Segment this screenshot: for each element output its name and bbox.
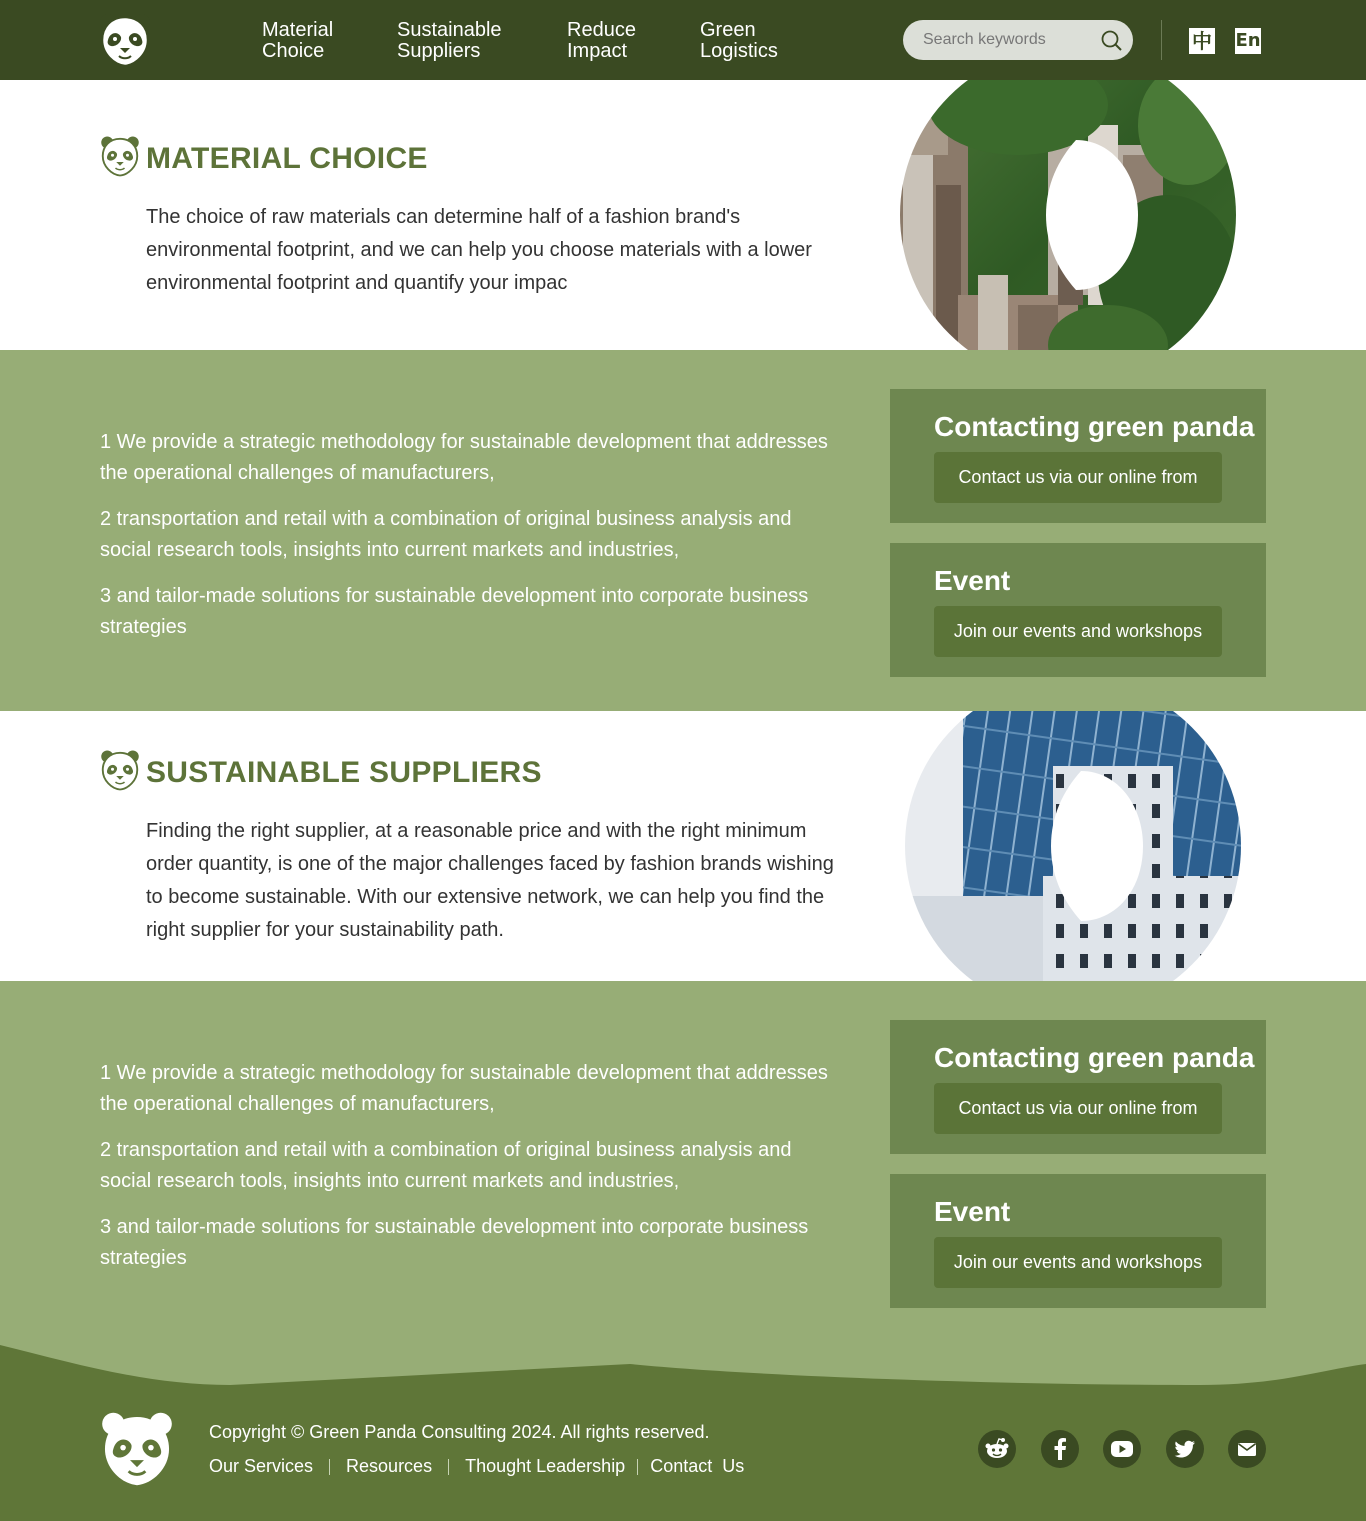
- list-item: 1 We provide a strategic methodology for sustainable development that addresses the operational challenges of manufacturers,: [100, 431, 828, 484]
- list-item: 3 and tailor-made solutions for sustainable development into corporate business strategies: [100, 1216, 809, 1269]
- section-title: MATERIAL CHOICE: [146, 142, 428, 175]
- search-icon[interactable]: [1100, 29, 1124, 53]
- panda-section-icon: [99, 135, 141, 177]
- nav-label-line2: Logistics: [700, 40, 778, 62]
- nav-label-line2: Suppliers: [397, 40, 481, 62]
- list-item: 2 transportation and retail with a combination of original business analysis and social research tools, insights into current markets and industries,: [100, 1139, 792, 1192]
- nav-material-choice[interactable]: [262, 20, 333, 62]
- contact-card-title: Contacting green panda: [934, 1042, 1255, 1073]
- join-events-button[interactable]: Join our events and workshops: [934, 606, 1222, 657]
- services-points-list: [100, 427, 830, 658]
- contact-card-title: Contacting green panda: [934, 411, 1255, 442]
- material-choice-section: [0, 80, 1366, 350]
- lang-en-label: En: [1235, 30, 1261, 51]
- footer-link-contact-us[interactable]: Contact Us: [650, 1456, 745, 1476]
- reddit-icon[interactable]: [978, 1430, 1016, 1468]
- event-card-title: Event: [934, 1196, 1011, 1227]
- services-band: [0, 981, 1366, 1361]
- footer-link-thought-leadership[interactable]: Thought Leadership: [465, 1456, 626, 1476]
- footer-links: [209, 1456, 744, 1477]
- city-forest-ring-image: [898, 80, 1238, 350]
- lang-zh-label: 中: [1192, 29, 1212, 53]
- twitter-icon[interactable]: [1166, 1430, 1204, 1468]
- event-card: [890, 1174, 1266, 1308]
- footer-link-divider: [329, 1459, 330, 1475]
- language-chinese-button[interactable]: [1189, 28, 1215, 54]
- services-points-list: [100, 1058, 830, 1289]
- facebook-icon[interactable]: [1041, 1430, 1079, 1468]
- footer-link-our-services[interactable]: Our Services: [209, 1456, 314, 1476]
- list-item: 1 We provide a strategic methodology for sustainable development that addresses the operational challenges of manufacturers,: [100, 1062, 828, 1115]
- join-events-button[interactable]: Join our events and workshops: [934, 1237, 1222, 1288]
- nav-label-line2: Choice: [262, 40, 325, 62]
- contact-card: [890, 389, 1266, 523]
- nav-label-line1: Material: [262, 19, 334, 41]
- green-panda-logo-icon[interactable]: [99, 12, 151, 68]
- section-title: SUSTAINABLE SUPPLIERS: [146, 756, 542, 789]
- contact-online-form-button[interactable]: Contact us via our online from: [934, 1083, 1222, 1134]
- list-item: 2 transportation and retail with a combination of original business analysis and social research tools, insights into current markets and industries,: [100, 508, 792, 561]
- services-band: [0, 350, 1366, 711]
- youtube-icon[interactable]: [1103, 1430, 1141, 1468]
- search-input[interactable]: [923, 20, 1093, 60]
- green-panda-footer-logo-icon[interactable]: [99, 1410, 175, 1488]
- nav-label-line1: Green: [700, 19, 756, 41]
- language-english-button[interactable]: [1235, 28, 1261, 54]
- contact-online-form-button[interactable]: Contact us via our online from: [934, 452, 1222, 503]
- nav-label-line1: Reduce: [567, 19, 636, 41]
- nav-sustainable-suppliers[interactable]: [397, 20, 502, 62]
- footer-link-divider: [637, 1459, 638, 1475]
- event-card-title: Event: [934, 565, 1011, 596]
- nav-label-line1: Sustainable: [397, 19, 502, 41]
- footer: [0, 1340, 1366, 1521]
- contact-card: [890, 1020, 1266, 1154]
- building-glass-ring-image: [903, 711, 1243, 981]
- event-card: [890, 543, 1266, 677]
- panda-section-icon: [99, 749, 141, 791]
- list-item: 3 and tailor-made solutions for sustainable development into corporate business strategies: [100, 585, 809, 638]
- header-divider: [1161, 20, 1162, 60]
- nav-green-logistics[interactable]: [700, 20, 778, 62]
- nav-label-line2: Impact: [567, 40, 628, 62]
- top-navigation-bar: [0, 0, 1366, 80]
- section-description: The choice of raw materials can determine half of a fashion brand's environmental footprint, and we can help you choose materials with a lower environmental footprint and quantify your impac: [146, 206, 812, 294]
- nav-reduce-impact[interactable]: [567, 20, 636, 62]
- section-description: Finding the right supplier, at a reasonable price and with the right minimum order quantity, is one of the major challenges faced by fashion brands wishing to become sustainable. With our extensive network, we can help you find the right supplier for your sustainability path.: [146, 820, 834, 941]
- footer-link-resources[interactable]: Resources: [346, 1456, 433, 1476]
- search-box: [903, 20, 1133, 60]
- mail-icon[interactable]: [1228, 1430, 1266, 1468]
- copyright-text: Copyright © Green Panda Consulting 2024. All rights reserved.: [209, 1422, 710, 1442]
- sustainable-suppliers-section: [0, 711, 1366, 981]
- footer-link-divider: [448, 1459, 449, 1475]
